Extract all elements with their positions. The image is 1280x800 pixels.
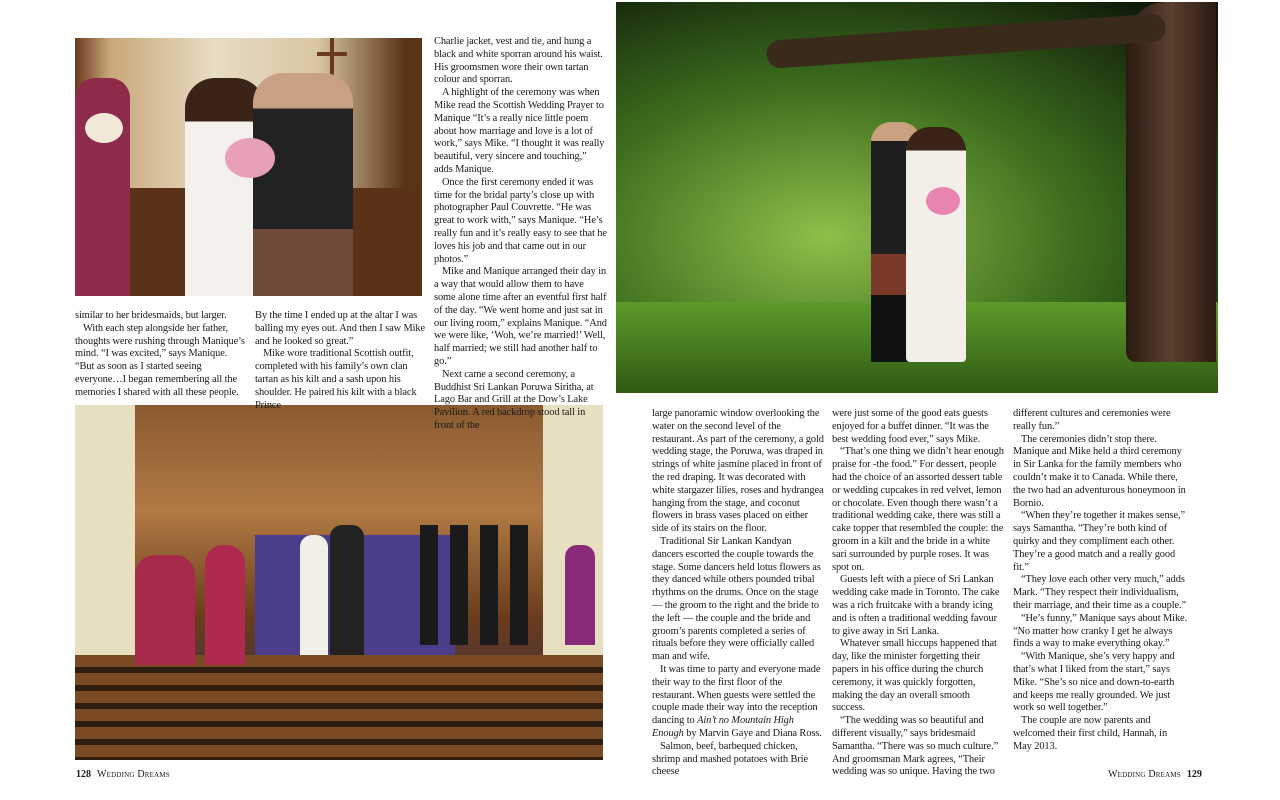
- right-column-1: [652, 408, 824, 779]
- tree-branch: [766, 13, 1167, 69]
- song-credit: by Marvin Gaye and Diana Ross.: [683, 727, 822, 739]
- paragraph: different cultures and ceremonies were really fun.”: [1013, 408, 1171, 432]
- paragraph: “The wedding was so beautiful and different visually,” says bridesmaid Samantha. “There was so much culture.” And groomsman Mark agrees, “Their wedding was so unique. Having the two: [832, 715, 999, 778]
- bouquet: [225, 138, 275, 178]
- paragraph: “With Manique, she’s very happy and that’s what I liked from the start,” says Mike. “She’s so nice and down-to-earth and keeps me really grounded. We just work so well together.”: [1013, 651, 1175, 714]
- paragraph: Mike and Manique arranged their day in a way that would allow them to have some alone time after an eventful first half of the day. “We went home and just sat in our living room,” explains Manique. “And we were like, ‘Woh, we’re married!’ Well, half married; we still had another half to go.”: [434, 266, 607, 367]
- magazine-name: Wedding Dreams: [1108, 769, 1181, 780]
- paragraph: Mike wore traditional Scottish outfit, completed with his family’s own clan tartan as his kilt and a sash upon his shoulder. He paired his kilt with a black Prince: [255, 348, 417, 411]
- paragraph: were just some of the good eats guests enjoyed for a buffet dinner. “It was the best wedding food ever,” says Mike.: [832, 408, 989, 445]
- paragraph: similar to her bridesmaids, but larger.: [75, 310, 227, 321]
- paragraph: “When they’re together it makes sense,” says Samantha. “They’re both kind of quirky and they compliment each other. They’re a good match and a really good fit.”: [1013, 510, 1186, 573]
- paragraph: Salmon, beef, barbequed chicken, shrimp and mashed potatoes with Brie cheese: [652, 740, 808, 778]
- left-column-2: [255, 310, 427, 412]
- groom-figure: [253, 73, 353, 296]
- paragraph: “That’s one thing we didn’t hear enough praise for -the food.” For dessert, people had the choice of an assorted dessert table or wedding cupcakes in red velvet, lemon or chocolate. Even though there wasn’t a traditional wedding cake, there was still a cake topper that resembled the couple: the groom in a kilt and the bride in a white sari surrounded by purple roses. It was spot on.: [832, 446, 1004, 573]
- paragraph: A highlight of the ceremony was when Mike read the Scottish Wedding Prayer to Manique “It’s a really nice little poem about how marriage and love is a lot of work,” says Mike. “I thought it was really beautiful, very sincere and touching,” adds Manique.: [434, 87, 605, 175]
- paragraph: “They love each other very much,” adds Mark. “They respect their individualism, their marriage, and their time as a couple.”: [1013, 574, 1187, 611]
- photo-couple-under-tree: [616, 2, 1218, 393]
- pews: [75, 655, 603, 760]
- paragraph: Next came a second ceremony, a Buddhist Sri Lankan Poruwa Siritha, at Lago Bar and Grill at the Dow’s Lake Pavilion. A red backdrop stood tall in front of the: [434, 368, 594, 431]
- right-column-3: [1013, 408, 1188, 754]
- song-title: Ain’t no Mountain High Enough: [652, 715, 794, 739]
- paragraph: Whatever small hiccups happened that day, like the minister forgetting their papers in his office during the church ceremony, it was quickly forgotten, making the day an overall smooth success.: [832, 638, 997, 714]
- bouquet: [926, 187, 960, 215]
- page-number: 129: [1186, 769, 1202, 780]
- paragraph: Once the first ceremony ended it was time for the bridal party’s close up with photographer Paul Couvrette. “He was great to work with,” says Manique. “He’s really fun and it’s really easy to see that he loves his job and that came out in our photos.”: [434, 176, 607, 265]
- photo-church-kiss: [75, 38, 422, 296]
- tree-trunk: [1126, 2, 1216, 362]
- paragraph: By the time I ended up at the altar I was balling my eyes out. And then I saw Mike and he looked so great.”: [255, 310, 426, 347]
- page-number: 128: [76, 769, 91, 780]
- photo-church-ceremony: [75, 405, 603, 760]
- paragraph: The couple are now parents and welcomed their first child, Hannah, in May 2013.: [1013, 715, 1168, 752]
- paragraph: Charlie jacket, vest and tie, and hung a black and white sporran around his waist. His groomsmen wore their own tartan colour and sporran.: [434, 36, 603, 86]
- paragraph: [652, 664, 824, 741]
- left-column-1: [75, 310, 247, 400]
- paragraph: “He’s funny,” Manique says about Mike. “No matter how cranky I get he always finds a way to make everything okay.”: [1013, 612, 1188, 650]
- paragraph: Traditional Sir Lankan Kandyan dancers escorted the couple towards the stage. Some dancers held lotus flowers as they danced while others pounded tribal rhythms on the drums. Once on the stage — the groom to the right and the bride to the left — the couple and the bride and groom’s parents completed a series of rituals before they were officially called man and wife.: [652, 535, 821, 663]
- right-page-footer: [1108, 769, 1208, 780]
- bride-figure: [906, 127, 966, 362]
- paragraph: large panoramic window overlooking the water on the second level of the restaurant. As part of the ceremony, a gold wedding stage, the Poruwa, was draped in strings of white jasmine placed in front of the red draping. It was decorated with white stargazer lilies, roses and hydrangea hanging from the stage, and coconut flowers in brass vases placed on either side of its stairs on the floor.: [652, 408, 824, 535]
- paragraph: The ceremonies didn’t stop there. Manique and Mike held a third ceremony in Sir Lanka for the family members who couldn’t make it to Canada. While there, the two had an adventurous honeymoon in Bornio.: [1013, 433, 1186, 509]
- bridesmaid-figure: [75, 78, 130, 296]
- right-column-2: [832, 408, 1004, 779]
- magazine-name: Wedding Dreams: [97, 769, 170, 780]
- paragraph: With each step alongside her father, thoughts were rushing through Manique’s mind. “I was excited,” says Manique. “But as soon as I started seeing everyone…I began remembering all the memories I shared with all these people.: [75, 322, 245, 398]
- left-column-3: [434, 36, 607, 433]
- paragraph-text: It was time to party and everyone made their way to the first floor of the restaurant. When guests were settled the couple made their way into the reception dancing to: [652, 663, 821, 727]
- paragraph: Guests left with a piece of Sri Lankan wedding cake made in Toronto. The cake was a rich fruitcake with a brandy icing and is often a traditional wedding favour to give away in Sri Lanka.: [832, 574, 1000, 637]
- left-page-footer: [70, 769, 170, 780]
